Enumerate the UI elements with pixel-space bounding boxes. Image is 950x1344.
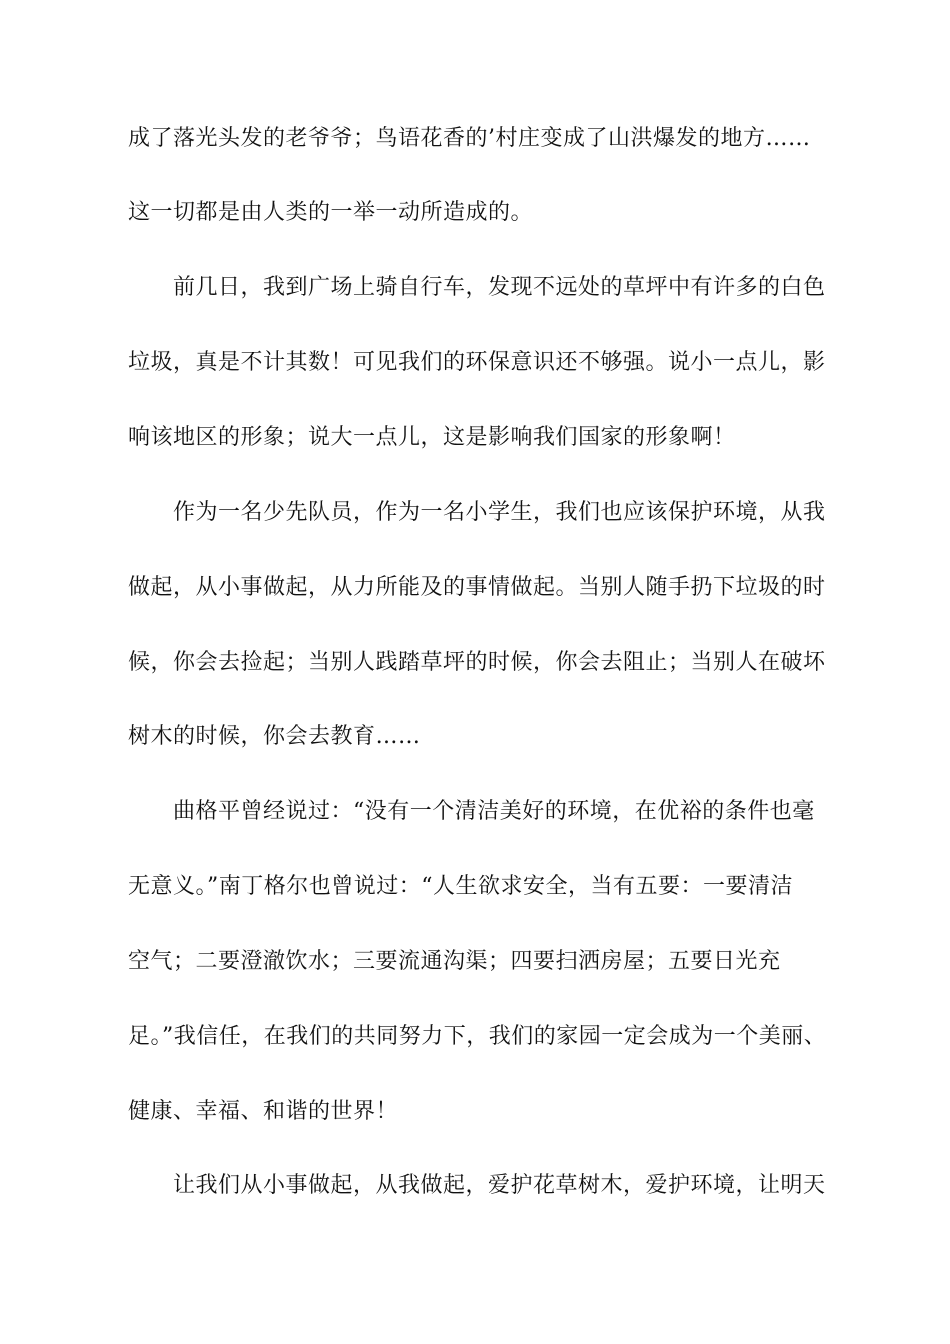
- paragraph-start-line: 曲格平曾经说过：“没有一个清洁美好的环境，在优裕的条件也毫: [173, 799, 815, 824]
- paragraph-start-line: 让我们从小事做起，从我做起，爱护花草树木，爱护环境，让明天: [173, 1173, 826, 1198]
- text-line: 响该地区的形象；说大一点儿，这是影响我们国家的形象啊！: [128, 425, 736, 450]
- text-line: 成了落光头发的老爷爷；鸟语花香的’村庄变成了山洪爆发的地方……: [128, 126, 811, 151]
- paragraph-start-line: 作为一名少先队员，作为一名小学生，我们也应该保护环境，从我: [173, 500, 826, 525]
- text-line: 无意义。”南丁格尔也曾说过：“人生欲求安全，当有五要：一要清洁: [128, 874, 793, 899]
- text-line: 垃圾，真是不计其数！可见我们的环保意识还不够强。说小一点儿，影: [128, 350, 826, 375]
- text-line: 足。”我信任，在我们的共同努力下，我们的家园一定会成为一个美丽、: [128, 1024, 827, 1049]
- text-line: 空气；二要澄澈饮水；三要流通沟渠；四要扫洒房屋；五要日光充: [128, 949, 781, 974]
- text-line: 候，你会去捡起；当别人践踏草坪的时候，你会去阻止；当别人在破坏: [128, 650, 826, 675]
- text-line: 树木的时候，你会去教育……: [128, 724, 421, 749]
- text-line: 做起，从小事做起，从力所能及的事情做起。当别人随手扔下垃圾的时: [128, 575, 826, 600]
- text-line: 这一切都是由人类的一举一动所造成的。: [128, 200, 534, 225]
- text-line: 健康、幸福、和谐的世界！: [128, 1099, 399, 1124]
- paragraph-start-line: 前几日，我到广场上骑自行车，发现不远处的草坪中有许多的白色: [173, 275, 826, 300]
